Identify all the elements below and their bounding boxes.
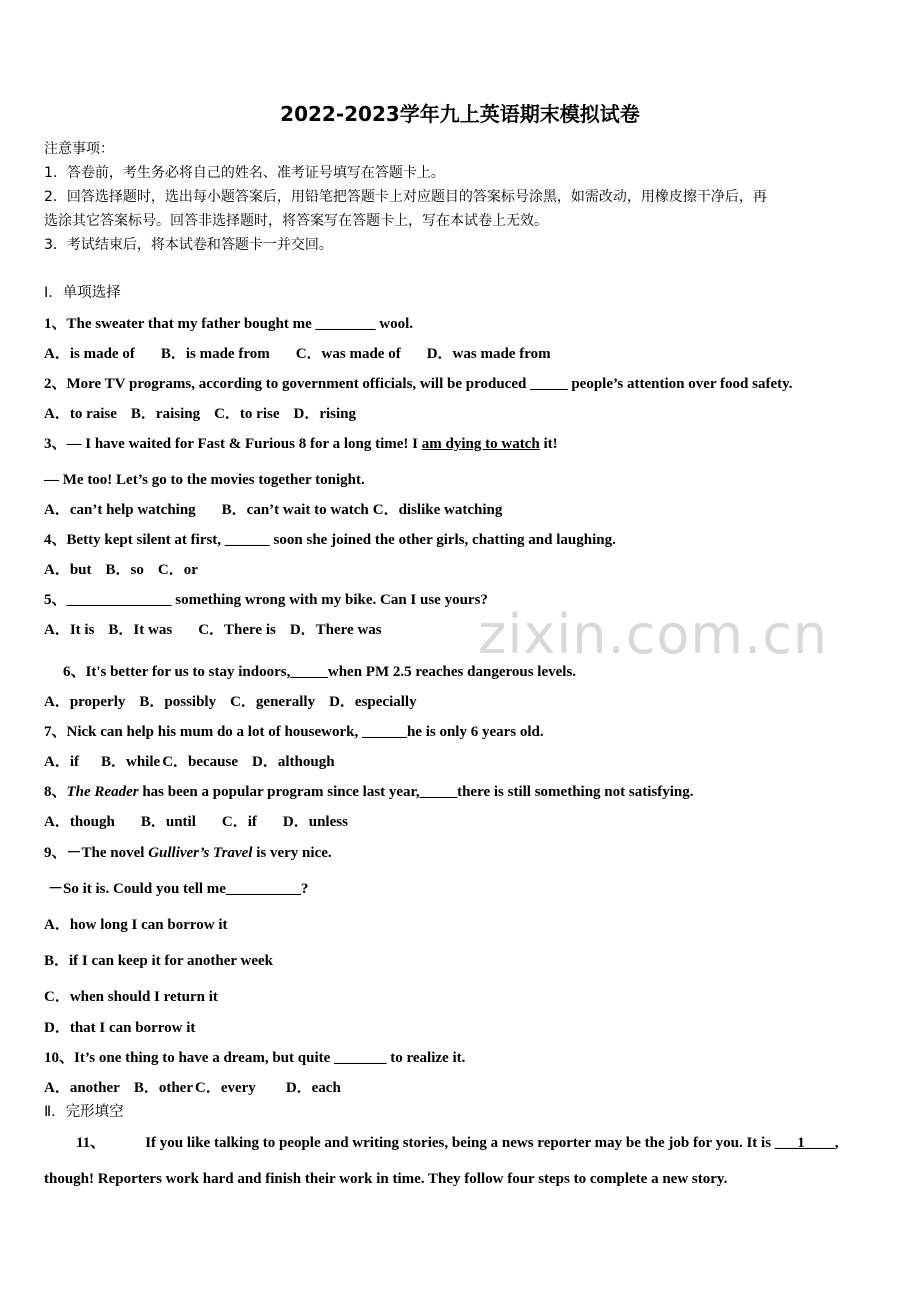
question-11-comma: , <box>834 1135 839 1151</box>
option-d: D．each <box>285 1080 341 1096</box>
question-3-options <box>44 500 502 520</box>
question-7: 7、Nick can help his mum do a lot of housework, ______he is only 6 years old. <box>44 724 544 740</box>
option-c: C．or <box>157 562 198 578</box>
option-d: D．unless <box>282 814 348 830</box>
option-a: A．but <box>44 562 92 578</box>
question-9-option-a: A．how long I can borrow it <box>44 917 228 933</box>
question-9-option-c: C．when should I return it <box>44 989 218 1005</box>
section-heading-2: Ⅱ．完形填空 <box>44 1104 124 1120</box>
question-8-title: The Reader <box>66 784 139 800</box>
notice-item-2a: 2．回答选择题时，选出每小题答案后，用铅笔把答题卡上对应题目的答案标号涂黑，如需改动，用橡皮擦干净后，再 <box>44 189 767 205</box>
option-b: B．while <box>101 754 161 770</box>
question-11-number: 11、 <box>76 1135 106 1151</box>
question-5-options <box>44 620 382 640</box>
option-d: D．rising <box>293 406 357 422</box>
option-b: B．until <box>140 814 196 830</box>
question-11 <box>76 1133 839 1153</box>
option-a: A．if <box>44 754 79 770</box>
watermark: zixin.com.cn <box>478 603 829 666</box>
question-11-line-2: though! Reporters work hard and finish their work in time. They follow four steps to complete a new story. <box>44 1171 728 1187</box>
question-8-text: has been a popular program since last year,_____there is still something not satisfying. <box>138 784 694 800</box>
question-2: 2、More TV programs, according to government officials, will be produced _____ people’s attention over food safety. <box>44 376 793 392</box>
option-a: A．properly <box>44 694 126 710</box>
option-d: D．was made from <box>426 346 551 362</box>
question-2-options <box>44 404 356 424</box>
option-b: B．It was <box>108 622 173 638</box>
question-3-end: it! <box>539 436 558 452</box>
question-6: 6、It's better for us to stay indoors,_____when PM 2.5 reaches dangerous levels. <box>63 664 577 680</box>
notice-item-2b: 选涂其它答案标号。回答非选择题时，将答案写在答题卡上，写在本试卷上无效。 <box>44 213 548 229</box>
page-title: 2022-2023学年九上英语期末模拟试卷 <box>280 102 640 126</box>
question-10: 10、It’s one thing to have a dream, but quite _______ to realize it. <box>44 1050 466 1066</box>
question-3-text: 3、— I have waited for Fast & Furious 8 for a long time! I <box>44 436 422 452</box>
notice-heading: 注意事项： <box>44 141 114 157</box>
question-1: 1、The sweater that my father bought me ________ wool. <box>44 316 414 332</box>
option-a: A．though <box>44 814 115 830</box>
option-b: B．other <box>133 1080 193 1096</box>
option-c: C．was made of <box>295 346 401 362</box>
option-d: D．although <box>252 754 335 770</box>
option-a: A．is made of <box>44 346 135 362</box>
question-9-text: 9、－The novel <box>44 845 149 861</box>
question-3-reply: — Me too! Let’s go to the movies together tonight. <box>44 472 365 488</box>
question-8 <box>44 782 693 802</box>
question-9-title: Gulliver’s Travel <box>148 845 253 861</box>
option-d: D．There was <box>289 622 382 638</box>
question-4-options <box>44 560 198 580</box>
option-c: C．if <box>221 814 257 830</box>
option-c: C．There is <box>198 622 276 638</box>
option-c: C．because <box>162 754 239 770</box>
question-8-number: 8、 <box>44 784 67 800</box>
option-a: A．to raise <box>44 406 117 422</box>
question-5: 5、______________ something wrong with my bike. Can I use yours? <box>44 592 488 608</box>
section-heading-1: Ⅰ．单项选择 <box>44 285 121 301</box>
question-6-options <box>44 692 417 712</box>
option-c: C．generally <box>230 694 316 710</box>
option-b: B．can’t wait to watch <box>221 502 369 518</box>
question-11-text: If you like talking to people and writing stories, being a news reporter may be the job for you. It is <box>145 1135 775 1151</box>
question-8-options <box>44 812 348 832</box>
question-10-options <box>44 1078 341 1098</box>
question-9 <box>44 843 332 863</box>
notice-item-3: 3．考试结束后，将本试卷和答题卡一并交回。 <box>44 237 333 253</box>
question-9-reply: －So it is. Could you tell me__________? <box>48 881 309 897</box>
question-1-options <box>44 344 551 364</box>
option-b: B．is made from <box>160 346 270 362</box>
question-7-options <box>44 752 335 772</box>
question-3-underlined: am dying to watch <box>421 436 540 452</box>
option-b: B．so <box>105 562 144 578</box>
question-4: 4、Betty kept silent at first, ______ soon she joined the other girls, chatting and laughing. <box>44 532 616 548</box>
option-b: B．possibly <box>139 694 217 710</box>
option-b: B．raising <box>130 406 201 422</box>
option-c: C．to rise <box>214 406 280 422</box>
question-9-end: is very nice. <box>252 845 332 861</box>
question-11-blank: ___1____ <box>774 1135 835 1151</box>
question-9-option-b: B．if I can keep it for another week <box>44 953 274 969</box>
notice-item-1: 1．答卷前，考生务必将自己的姓名、准考证号填写在答题卡上。 <box>44 165 445 181</box>
option-a: A．It is <box>44 622 95 638</box>
option-c: C．every <box>195 1080 256 1096</box>
option-d: D．especially <box>329 694 417 710</box>
question-3 <box>44 434 558 454</box>
option-a: A．can’t help watching <box>44 502 196 518</box>
option-a: A．another <box>44 1080 120 1096</box>
option-c: C．dislike watching <box>372 502 503 518</box>
question-9-option-d: D．that I can borrow it <box>44 1020 196 1036</box>
